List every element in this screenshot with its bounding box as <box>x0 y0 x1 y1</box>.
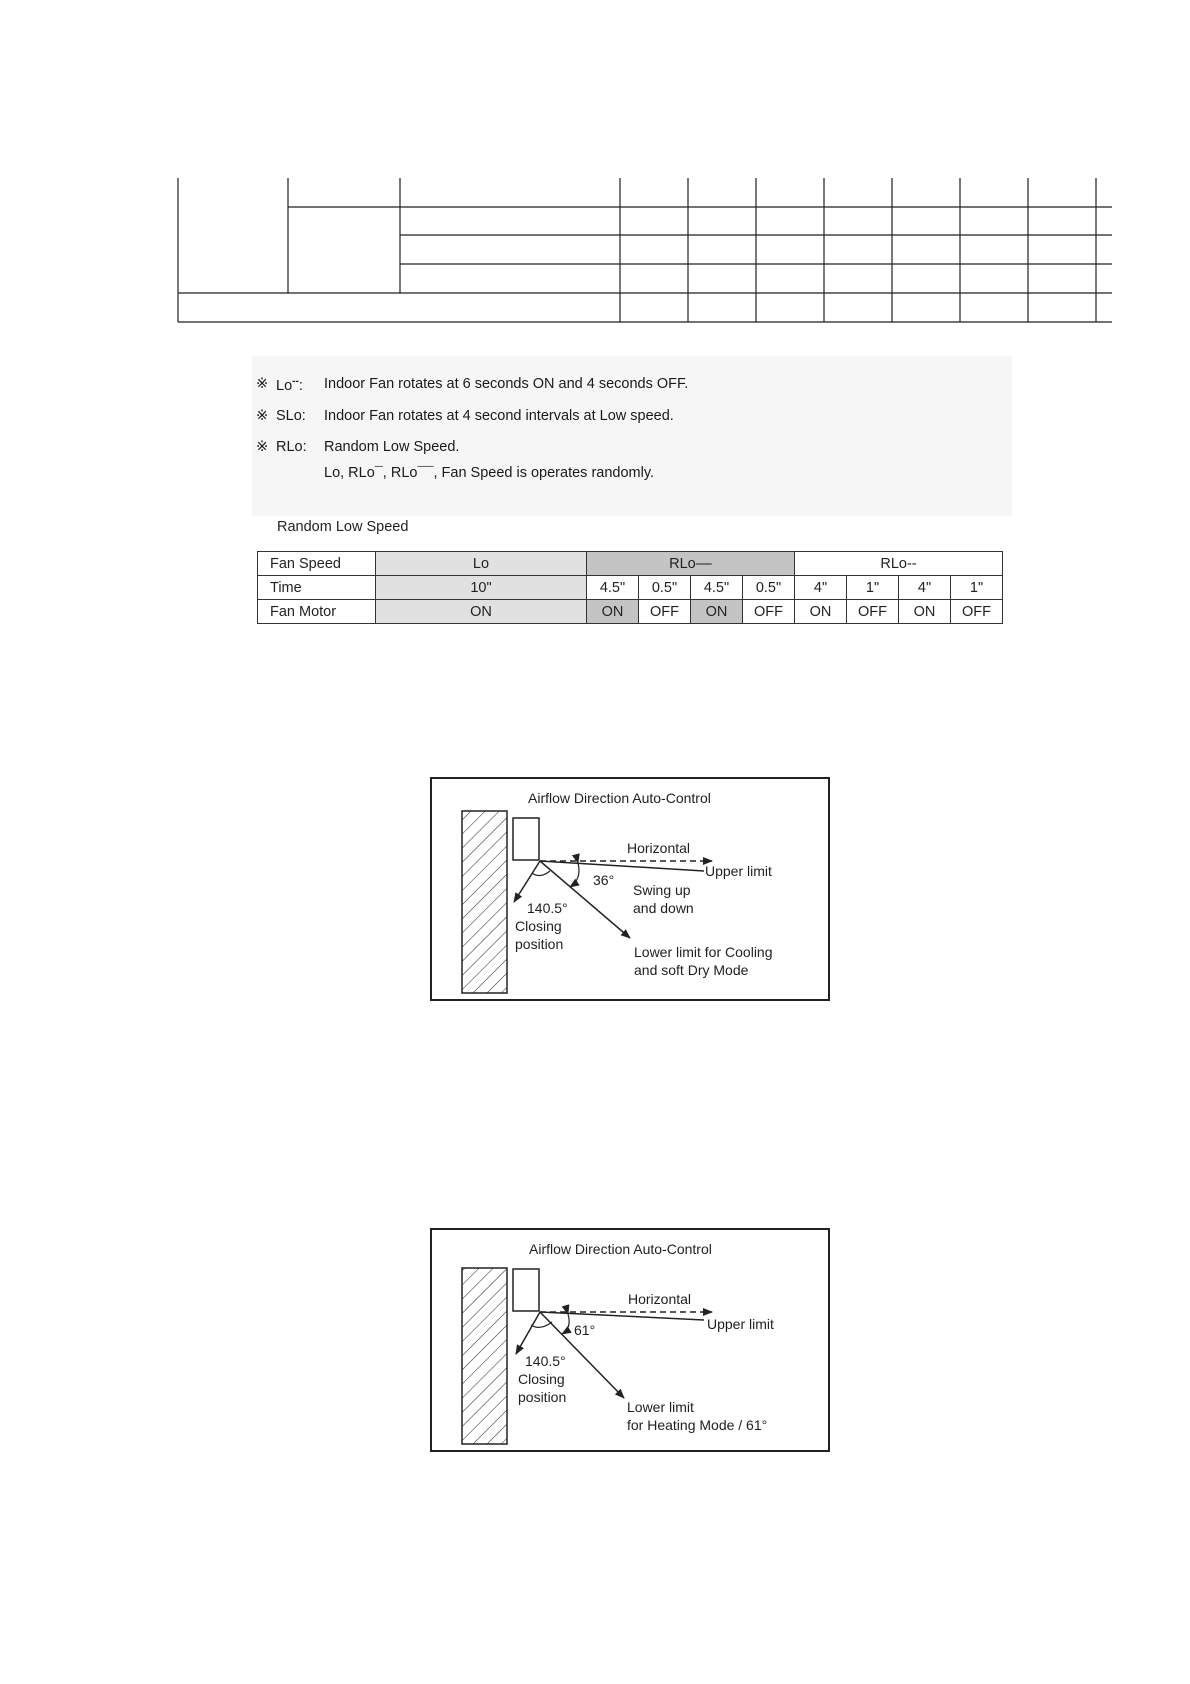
angle-label: 36° <box>593 872 615 888</box>
motor-cell: ON <box>587 600 639 624</box>
horizontal-label: Horizontal <box>628 1291 692 1307</box>
random-low-speed-table <box>257 551 1003 624</box>
note-continuation: Lo, RLo¯, RLo¯¯, Fan Speed is operates randomly. <box>324 465 655 481</box>
row-label: Fan Speed <box>258 552 376 576</box>
heating-angle-arc <box>562 1314 569 1334</box>
swing-label-1: Swing up <box>633 882 691 898</box>
closing-angle-label: 140.5° <box>527 900 568 916</box>
time-cell: 4.5" <box>691 576 743 600</box>
indoor-unit <box>513 1269 539 1311</box>
random-low-speed-caption: Random Low Speed <box>277 519 409 535</box>
motor-cell: ON <box>376 600 587 624</box>
closing-label-1: Closing <box>515 918 562 934</box>
airflow-heating-diagram <box>430 1228 830 1452</box>
note-text: Indoor Fan rotates at 6 seconds ON and 4 seconds OFF. <box>324 376 689 392</box>
group-rlo-1: RLo–– <box>587 552 795 576</box>
swing-angle-arc <box>570 863 579 887</box>
horizontal-label: Horizontal <box>627 840 691 856</box>
group-lo: Lo <box>376 552 587 576</box>
airflow-cooling-drawing <box>432 779 832 1003</box>
top-table-fragment <box>0 0 1190 340</box>
note-symbol: ※ <box>256 439 269 455</box>
closing-angle-label: 140.5° <box>525 1353 566 1369</box>
note-key: Lo--: <box>276 376 303 394</box>
lower-limit-label-1: Lower limit <box>627 1399 694 1415</box>
note-text: Random Low Speed. <box>324 439 460 455</box>
closing-label-1: Closing <box>518 1371 565 1387</box>
upper-limit-label: Upper limit <box>705 863 772 879</box>
angle-label: 61° <box>574 1322 596 1338</box>
row-label: Time <box>258 576 376 600</box>
note-key: RLo: <box>276 439 307 455</box>
motor-cell: ON <box>899 600 951 624</box>
lower-limit-label-2: and soft Dry Mode <box>634 962 749 978</box>
row-label: Fan Motor <box>258 600 376 624</box>
group-rlo-2: RLo-- <box>795 552 1003 576</box>
indoor-unit <box>513 818 539 860</box>
motor-cell: ON <box>795 600 847 624</box>
note-symbol: ※ <box>256 376 269 392</box>
closing-label-2: position <box>515 936 564 952</box>
wall-hatch <box>462 1268 507 1444</box>
time-cell: 1" <box>951 576 1003 600</box>
time-cell: 4" <box>795 576 847 600</box>
motor-cell: OFF <box>639 600 691 624</box>
fan-speed-row <box>258 552 1003 576</box>
motor-cell: OFF <box>743 600 795 624</box>
wall-hatch <box>462 811 507 993</box>
diagram-title: Airflow Direction Auto-Control <box>528 790 711 806</box>
time-cell: 0.5" <box>743 576 795 600</box>
note-key: SLo: <box>276 408 306 424</box>
closing-arrow <box>514 861 540 902</box>
motor-cell: OFF <box>847 600 899 624</box>
lower-limit-label-1: Lower limit for Cooling <box>634 944 773 960</box>
fan-motor-row <box>258 600 1003 624</box>
lower-limit-label-2: for Heating Mode / 61° <box>627 1417 768 1433</box>
time-cell: 1" <box>847 576 899 600</box>
note-symbol: ※ <box>256 408 269 424</box>
time-cell: 4" <box>899 576 951 600</box>
time-cell: 4.5" <box>587 576 639 600</box>
upper-limit-label: Upper limit <box>707 1316 774 1332</box>
closing-angle-arc <box>532 871 550 876</box>
closing-label-2: position <box>518 1389 567 1405</box>
time-cell: 10" <box>376 576 587 600</box>
upper-limit-line <box>540 1312 704 1320</box>
swing-label-2: and down <box>633 900 694 916</box>
note-text: Indoor Fan rotates at 4 second intervals at Low speed. <box>324 408 674 424</box>
diagram-title: Airflow Direction Auto-Control <box>529 1241 712 1257</box>
notes-block <box>252 356 1012 516</box>
upper-limit-line <box>540 861 704 871</box>
airflow-cooling-diagram <box>430 777 830 1001</box>
closing-arrow <box>516 1312 540 1354</box>
time-row <box>258 576 1003 600</box>
motor-cell: OFF <box>951 600 1003 624</box>
time-cell: 0.5" <box>639 576 691 600</box>
motor-cell: ON <box>691 600 743 624</box>
